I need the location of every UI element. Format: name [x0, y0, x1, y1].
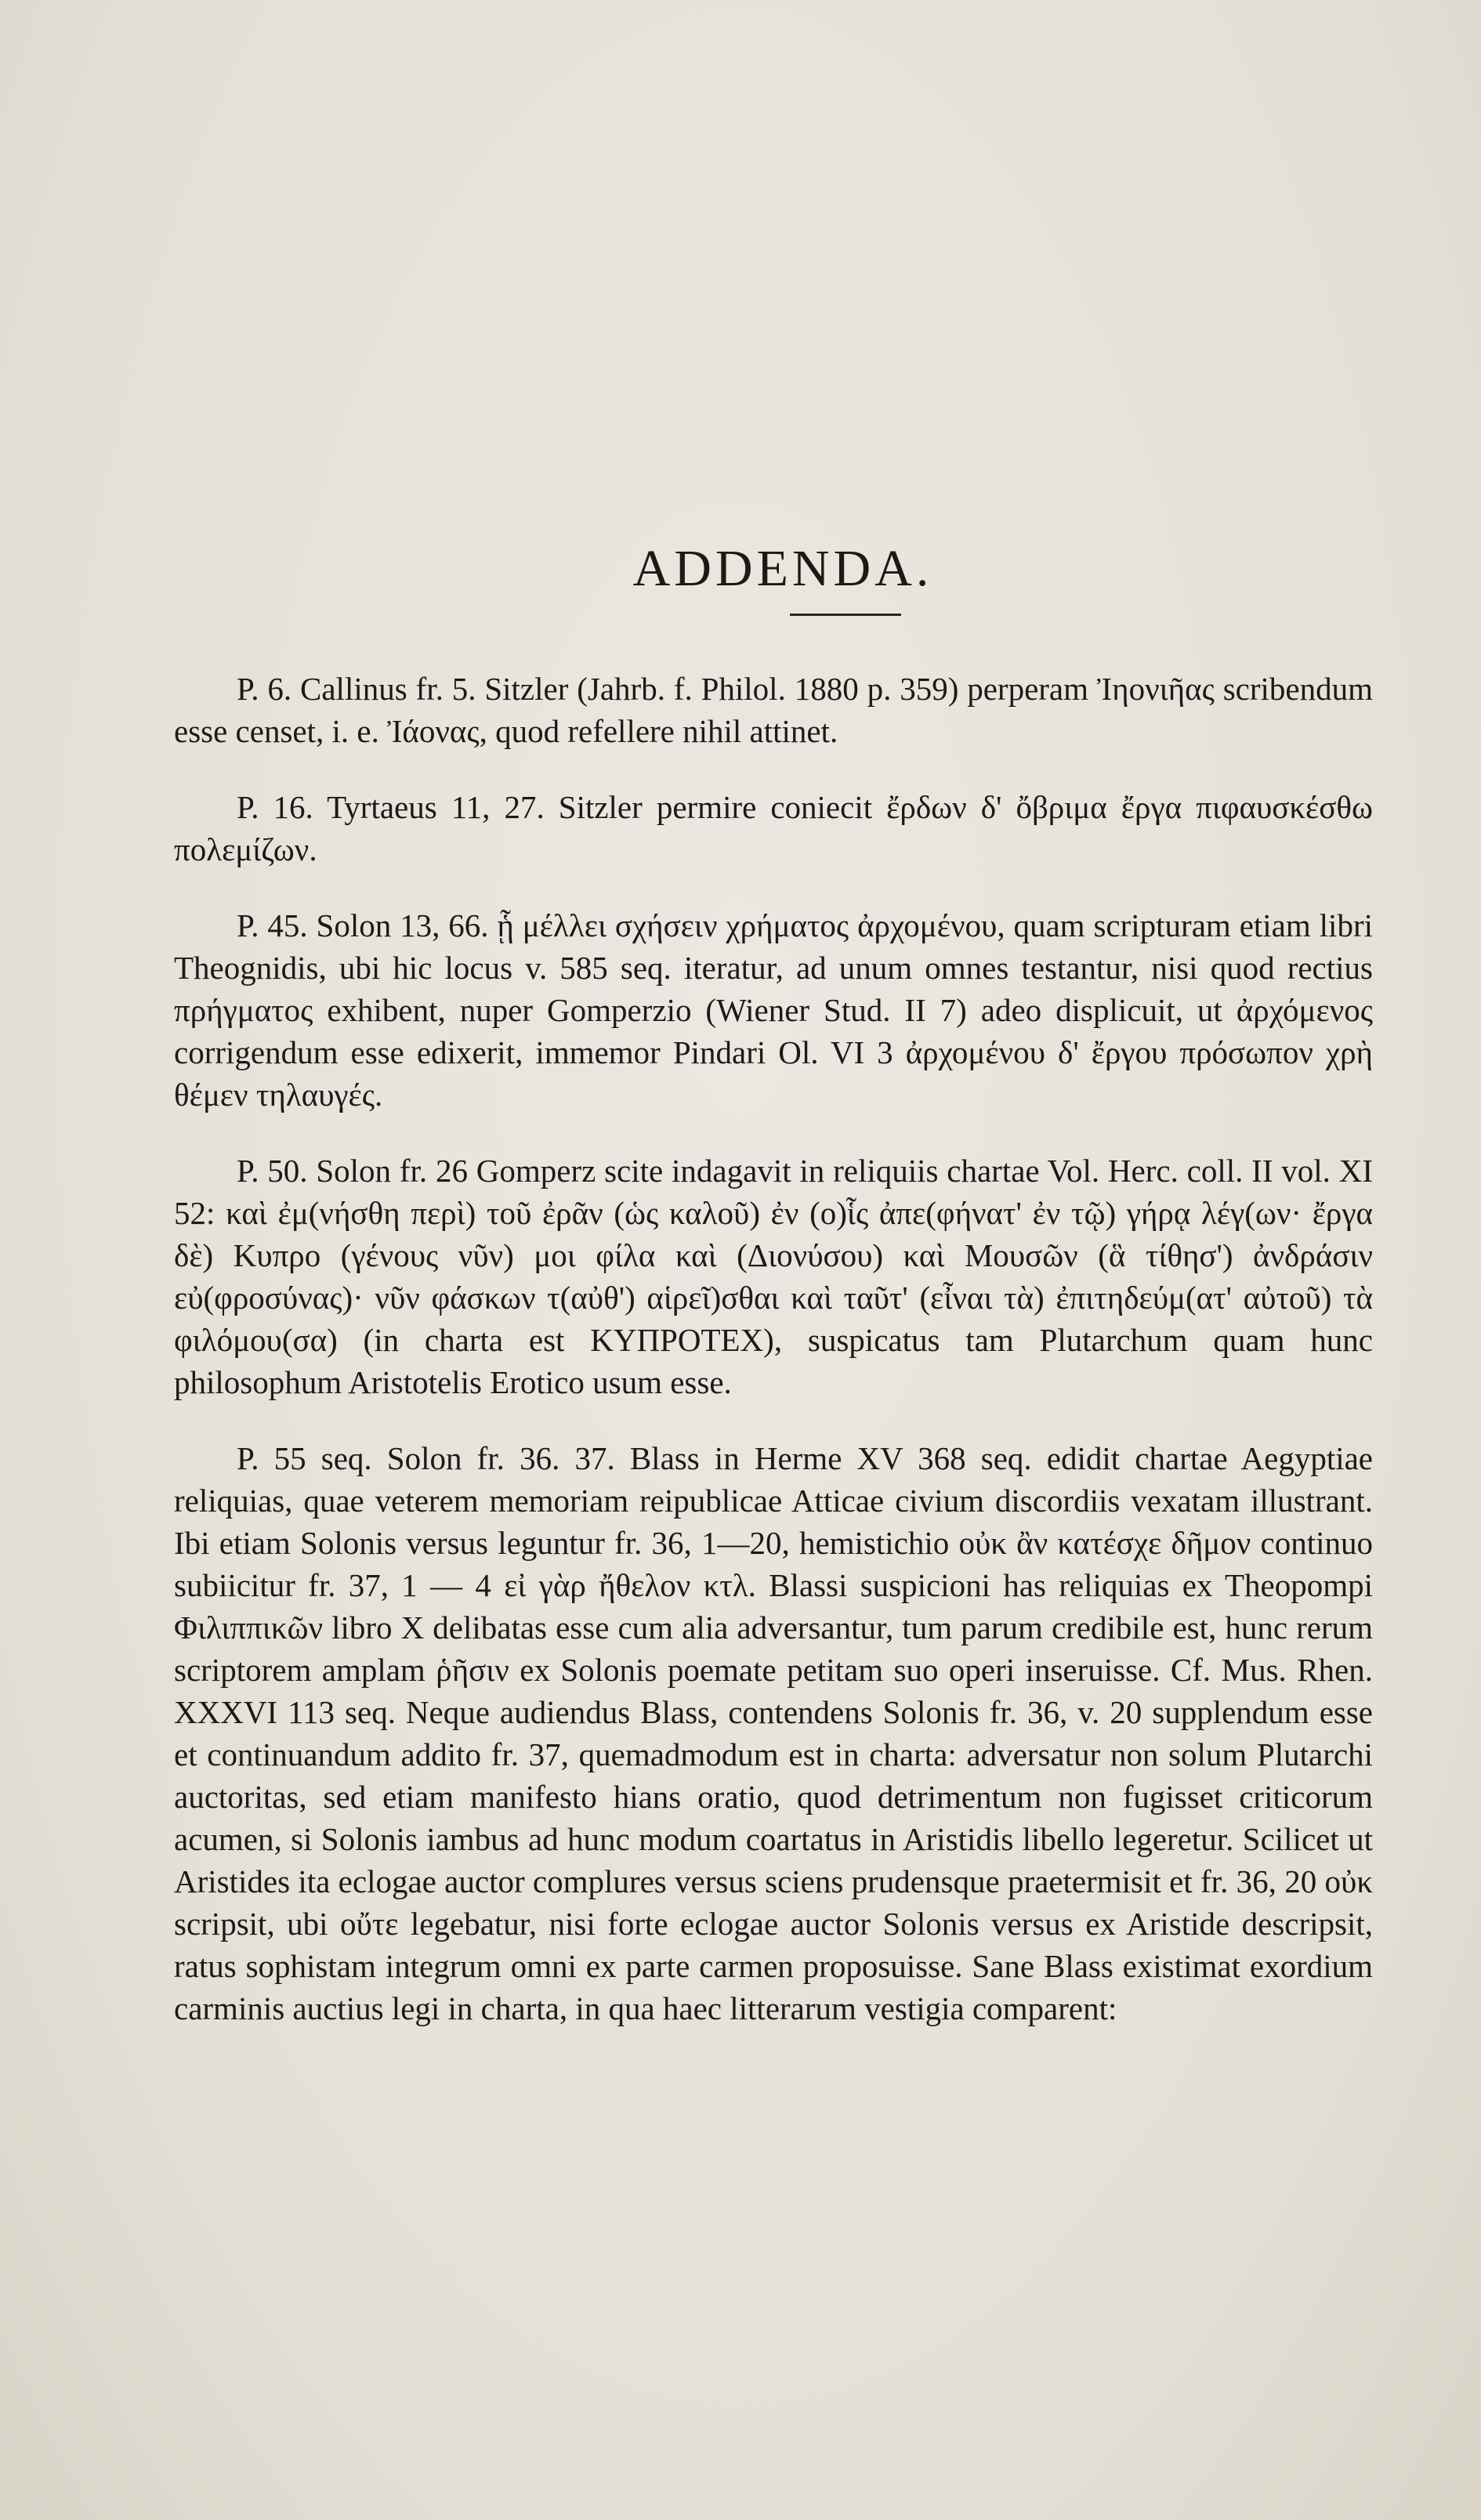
paragraph-solon-36-37: P. 55 seq. Solon fr. 36. 37. Blass in Herme XV 368 seq. edidit chartae Aegyptiae reliquias, quae veterem memoriam reipublicae Atticae civium discordiis vexatam illustrant. Ibi etiam Solonis versus leguntur fr. 36, 1—20, hemistichio οὐκ ἂν κατέσχε δῆμον continuo subiicitur fr. 37, 1 — 4 εἰ γὰρ ἤθελον κτλ. Blassi suspicioni has reliquias ex Theopompi Φιλιππικῶν libro X delibatas esse cum alia adversantur, tum parum credibile est, hunc rerum scriptorem amplam ῥῆσιν ex Solonis poemate petitam suo operi inseruisse. Cf. Mus. Rhen. XXXVI 113 seq. Neque audiendus Blass, contendens Solonis fr. 36, v. 20 supplendum esse et continuandum addito fr. 37, quemadmodum est in charta: adversatur non solum Plutarchi auctoritas, sed etiam manifesto hians oratio, quod detrimentum non fugisset criticorum acumen, si Solonis iambus ad hunc modum coartatus in Aristidis libello legeretur. Scilicet ut Aristides ita eclogae auctor complures versus sciens prudensque praetermisit et fr. 36, 20 οὐκ scripsit, ubi οὔτε legebatur, nisi forte eclogae auctor Solonis versus ex Aristide descripsit, ratus sophistam integrum omni ex parte carmen proposuisse. Sane Blass existimat exordium carminis auctius legi in charta, in qua haec litterarum vestigia comparent:	[174, 1439, 1373, 2026]
page-content	[174, 541, 1373, 2063]
paragraph-tyrtaeus: P. 16. Tyrtaeus 11, 27. Sitzler permire coniecit ἔρδων δ' ὄβριμα ἔργα πιφαυσκέσθω πολεμίζων.	[174, 788, 1373, 867]
title-rule	[790, 614, 901, 616]
page-title: ADDENDA.	[632, 540, 933, 597]
paragraph-callinus: P. 6. Callinus fr. 5. Sitzler (Jahrb. f. Philol. 1880 p. 359) perperam Ἰηονιῆας scribendum esse censet, i. e. Ἰάονας, quod refellere nihil attinet.	[174, 670, 1373, 749]
paragraph-solon-26: P. 50. Solon fr. 26 Gomperz scite indagavit in reliquiis chartae Vol. Herc. coll. II vol. XI 52: καὶ ἐμ(νήσθη περὶ) τοῦ ἐρᾶν (ὡς καλοῦ) ἐν (ο)ἷς ἀπε(φήνατ' ἐν τῷ) γήρᾳ λέγ(ων· ἔργα δὲ) Κυπρο (γένους νῦν) μοι φίλα καὶ (Διονύσου) καὶ Μουσῶν (ἃ τίθησ') ἀνδράσιν εὐ(φροσύνας)· νῦν φάσκων τ(αὐθ') αἱρεῖ)σθαι καὶ ταῦτ' (εἶναι τὰ) ἐπιτηδεύμ(ατ' αὐτοῦ) τὰ φιλόμου(σα) (in charta est ΚΥΠΡΟΤΕΧ), suspicatus tam Plutarchum quam hunc philosophum Aristotelis Erotico usum esse.	[174, 1152, 1373, 1400]
bleed-through-texture	[172, 94, 1363, 501]
paragraph-solon-13: P. 45. Solon 13, 66. ᾗ μέλλει σχήσειν χρήματος ἀρχομένου, quam scripturam etiam libri Theognidis, ubi hic locus v. 585 seq. iteratur, ad unum omnes testantur, nisi quod rectius πρήγματος exhibent, nuper Gomperzio (Wiener Stud. II 7) adeo displicuit, ut ἀρχόμενος corrigendum esse edixerit, immemor Pindari Ol. VI 3 ἀρχομένου δ' ἔργου πρόσωπον χρὴ θέμεν τηλαυγές.	[174, 907, 1373, 1113]
